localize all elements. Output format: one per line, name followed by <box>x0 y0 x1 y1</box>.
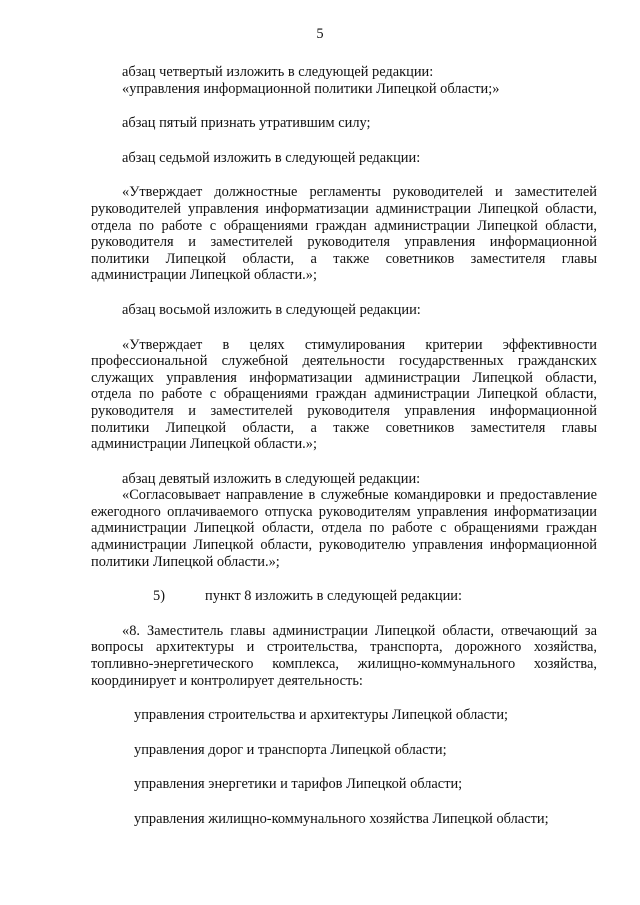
paragraph-5-instruction: абзац пятый признать утратившим силу; <box>122 115 371 132</box>
item-5 <box>91 588 597 605</box>
paragraph-7-instruction: абзац седьмой изложить в следующей редакции: <box>122 149 421 166</box>
list-item: управления строительства и архитектуры Липецкой области; <box>134 707 509 724</box>
list-item: управления дорог и транспорта Липецкой области; <box>134 741 447 758</box>
paragraph-8-text: «Утверждает в целях стимулирования критерии эффективности профессиональной служебной деятельности государственных гражданских служащих управления информатизации администрации Липецкой области, отдела по работе с обращениями граждан администрации Липецкой области, руководителя и заместителей руководителя управления информационной политики Липецкой области, а также советников заместителя главы администрации Липецкой области.»; <box>91 336 597 453</box>
paragraph-4-text: «управления информационной политики Липецкой области;» <box>122 80 500 97</box>
item-number: 5) <box>153 588 165 605</box>
paragraph-7-text: «Утверждает должностные регламенты руководителей и заместителей руководителей управления информатизации администрации Липецкой области, отдела по работе с обращениями граждан администрации Липецкой области, руководителя и заместителей руководителя управления информационной политики Липецкой области, а также советников заместителя главы администрации Липецкой области.»; <box>91 184 597 284</box>
departments-list <box>91 707 597 827</box>
paragraph-4-instruction: абзац четвертый изложить в следующей редакции: <box>122 64 434 80</box>
clause-8-text: «8. Заместитель главы администрации Липецкой области, отвечающий за вопросы архитектуры и строительства, транспорта, дорожного хозяйства, топливно-энергетического комплекса, жилищно-коммунального хозяйства, координирует и контролирует деятельность: <box>91 622 597 689</box>
list-item: управления жилищно-коммунального хозяйства Липецкой области; <box>134 811 549 827</box>
item-text: пункт 8 изложить в следующей редакции: <box>205 588 462 605</box>
document-body <box>91 64 597 828</box>
page-number: 5 <box>316 26 324 42</box>
paragraph-9-instruction: абзац девятый изложить в следующей редакции: <box>122 470 421 487</box>
list-item: управления энергетики и тарифов Липецкой области; <box>134 776 463 793</box>
paragraph-9-text: «Согласовывает направление в служебные командировки и предоставление ежегодного оплачиваемого отпуска руководителям управления информатизации администрации Липецкой области, отдела по работе с обращениями граждан администрации Липецкой области, руководителю управления информационной политики Липецкой области.»; <box>91 487 597 570</box>
paragraph-8-instruction: абзац восьмой изложить в следующей редакции: <box>122 301 421 318</box>
